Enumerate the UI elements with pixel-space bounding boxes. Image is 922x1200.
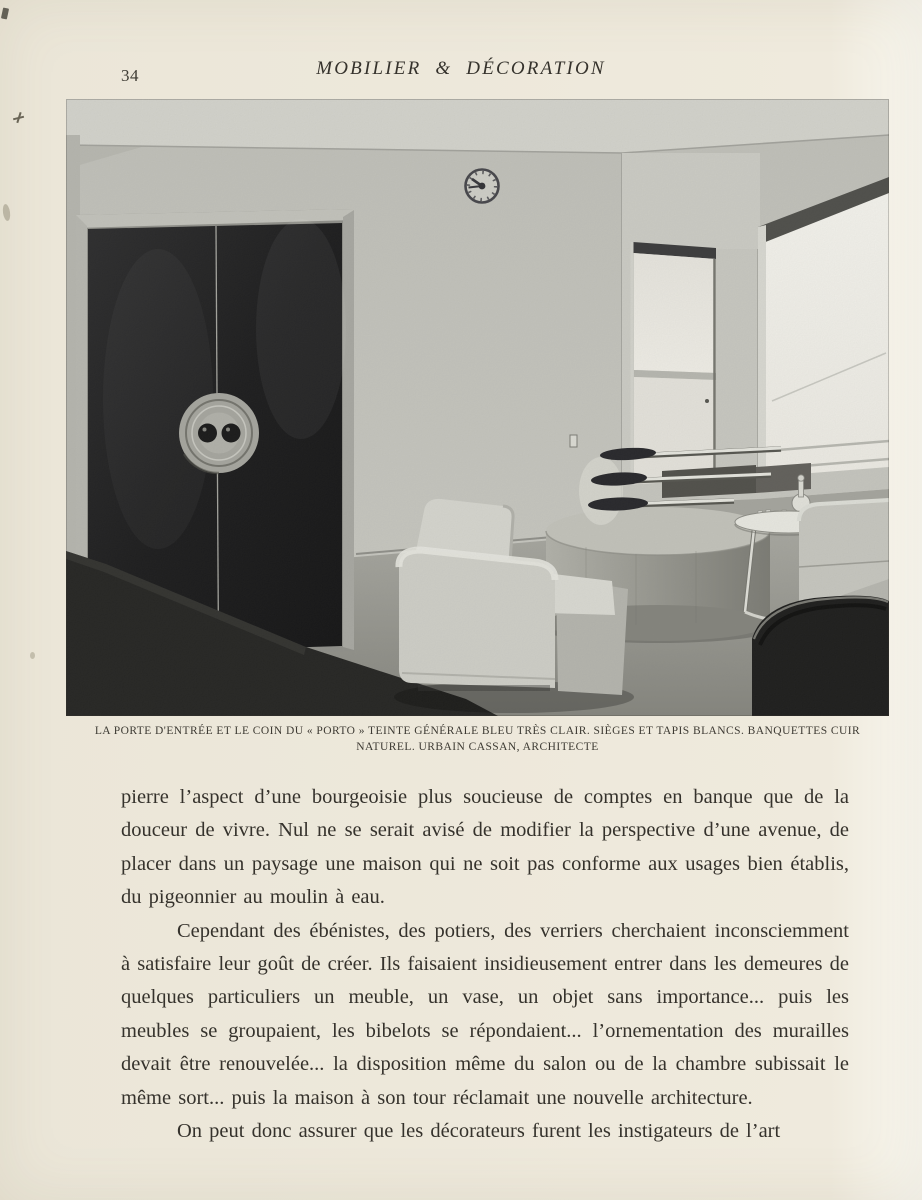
photo-caption-text: LA PORTE D'ENTRÉE ET LE COIN DU « PORTO » TEINTE GÉNÉRALE BLEU TRÈS CLAIR. SIÈGES ET TAPIS BLANCS. BANQUETTES CUIR NATUREL. URBAIN CASSAN, ARCHITECTE: [94, 725, 861, 753]
paragraph-continuation: pierre l’aspect d’une bourgeoisie plus soucieuse de comptes en banque que de la douceur de vivre. Nul ne se serait avisé de modifier la perspective d’une avenue, de placer dans un paysage une maison qui ne soit pas conforme aux usages bien établis, du pigeonnier au moulin à eau.: [121, 786, 849, 909]
paper-smudge: [2, 204, 11, 222]
photo-caption: [66, 724, 889, 755]
photo-grain: [66, 99, 889, 716]
paragraph-3: On peut donc assurer que les décorateurs furent les instigateurs de l’art: [177, 1120, 781, 1143]
interior-photograph: [66, 99, 889, 716]
journal-title: MOBILIER & DÉCORATION: [316, 58, 606, 79]
page-number: 34: [121, 66, 139, 85]
article-body: [121, 781, 849, 1148]
paper-dot: [30, 652, 35, 659]
interior-photo-art: [66, 99, 889, 716]
ink-speck: [1, 7, 9, 19]
pen-mark: [13, 112, 24, 123]
paragraph-2: Cependant des ébénistes, des potiers, des verriers cherchaient inconsciemment à satisfaire leur goût de créer. Ils faisaient insidieusement entrer dans les demeures de quelques particuliers un meuble, un vase, un objet sans importance... puis les meubles se groupaient, les bibelots se répondaient... l’ornementation des murailles devait être renouvelée... la disposition même du salon ou de la chambre subissait le même sort... puis la maison à son tour réclamait une nouvelle architecture.: [121, 919, 849, 1109]
